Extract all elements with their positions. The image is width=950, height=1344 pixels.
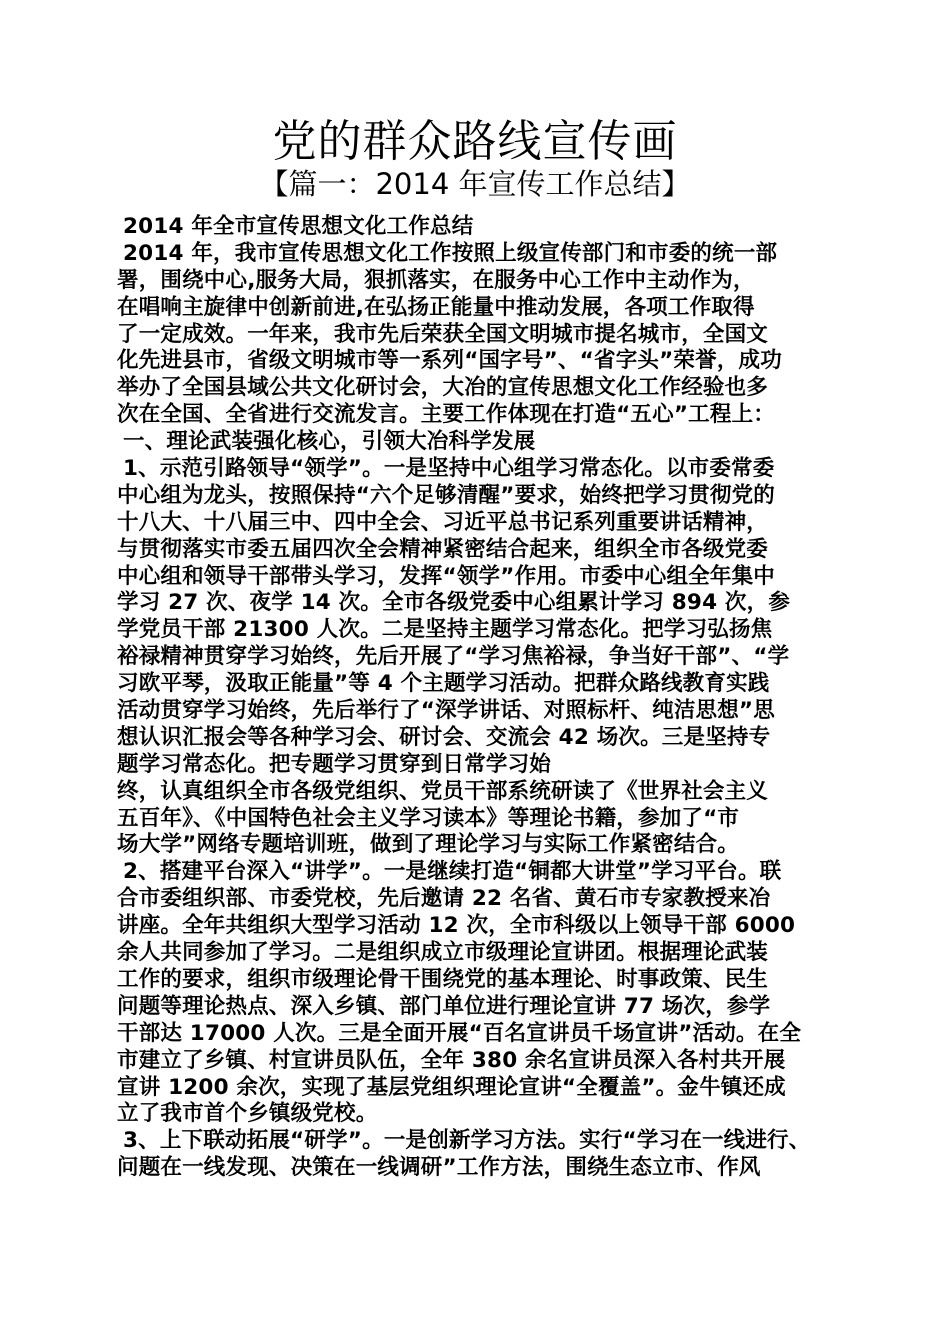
body-line: 活动贯穿学习始终，先后举行了“深学讲话、对照标杆、纯洁思想”思 [117, 698, 775, 724]
body-line: 裕禄精神贯穿学习始终，先后开展了“学习焦裕禄，争当好干部”、“学 [117, 644, 790, 670]
section-heading: 一、理论武装强化核心，引领大冶科学发展 [123, 429, 536, 455]
body-line: 题学习常态化。把专题学习贯穿到日常学习始 [117, 751, 552, 777]
body-line: 了一定成效。一年来，我市先后荣获全国文明城市提名城市，全国文 [117, 321, 769, 347]
body-line: 习欧平琴，汲取正能量”等 4 个主题学习活动。把群众路线教育实践 [117, 671, 770, 697]
document-body [117, 214, 842, 1182]
body-line: 次在全国、全省进行交流发言。主要工作体现在打造“五心”工程上： [117, 402, 775, 428]
body-line: 立了我市首个乡镇级党校。 [117, 1101, 378, 1127]
body-line: 2014 年，我市宣传思想文化工作按照上级宣传部门和市委的统一部 [123, 240, 778, 266]
section-heading: 2014 年全市宣传思想文化工作总结 [123, 214, 474, 239]
body-line: 终，认真组织全市各级党组织、党员干部系统研读了《世界社会主义 [117, 778, 769, 804]
body-line: 学习 27 次、夜学 14 次。全市各级党委中心组累计学习 894 次，参 [117, 590, 791, 616]
body-line: 宣讲 1200 余次，实现了基层党组织理论宣讲“全覆盖”。金牛镇还成 [117, 1074, 786, 1100]
body-line: 场大学”网络专题培训班，做到了理论学习与实际工作紧密结合。 [117, 832, 739, 858]
document-subtitle: 【篇一：2014 年宣传工作总结】 [259, 167, 691, 201]
body-line: 3、上下联动拓展“研学”。一是创新学习方法。实行“学习在一线进行、 [123, 1128, 811, 1154]
body-line: 2、搭建平台深入“讲学”。一是继续打造“铜都大讲堂”学习平台。联 [123, 859, 782, 885]
body-line: 十八大、十八届三中、四中全会、习近平总书记系列重要讲话精神， [117, 509, 769, 535]
body-line: 在唱响主旋律中创新前进,在弘扬正能量中推动发展，各项工作取得 [117, 294, 755, 320]
body-line: 问题在一线发现、决策在一线调研”工作方法，围绕生态立市、作风 [117, 1155, 761, 1181]
body-line: 市建立了乡镇、村宣讲员队伍，全年 380 余名宣讲员深入各村共开展 [117, 1047, 786, 1073]
body-line: 学党员干部 21300 人次。二是坚持主题学习常态化。把学习弘扬焦 [117, 617, 773, 643]
body-line: 干部达 17000 人次。三是全面开展“百名宣讲员千场宣讲”活动。在全 [117, 1020, 802, 1046]
body-line: 1、示范引路领导“领学”。一是坚持中心组学习常态化。以市委常委 [123, 456, 775, 482]
body-line: 五百年》、《中国特色社会主义学习读本》等理论书籍，参加了“市 [117, 805, 740, 831]
body-line: 举办了全国县域公共文化研讨会，大冶的宣传思想文化工作经验也多 [117, 375, 769, 401]
document-title: 党的群众路线宣传画 [272, 116, 678, 167]
body-line: 署，围绕中心,服务大局，狠抓落实，在服务中心工作中主动作为， [117, 267, 755, 293]
body-line: 化先进县市，省级文明城市等一系列“国字号”、“省字头”荣誉，成功 [117, 348, 782, 374]
body-line: 讲座。全年共组织大型学习活动 12 次，全市科级以上领导干部 6000 [117, 913, 796, 939]
body-line: 中心组为龙头，按照保持“六个足够清醒”要求，始终把学习贯彻党的 [117, 482, 775, 508]
body-line: 想认识汇报会等各种学习会、研讨会、交流会 42 场次。三是坚持专 [117, 724, 771, 750]
body-line: 中心组和领导干部带头学习，发挥“领学”作用。市委中心组全年集中 [117, 563, 775, 589]
body-line: 问题等理论热点、深入乡镇、部门单位进行理论宣讲 77 场次，参学 [117, 993, 771, 1019]
body-line: 合市委组织部、市委党校，先后邀请 22 名省、黄石市专家教授来冶 [117, 886, 771, 912]
body-line: 工作的要求，组织市级理论骨干围绕党的基本理论、时事政策、民生 [117, 966, 769, 992]
body-line: 与贯彻落实市委五届四次全会精神紧密结合起来，组织全市各级党委 [117, 536, 769, 562]
body-line: 余人共同参加了学习。二是组织成立市级理论宣讲团。根据理论武装 [117, 940, 769, 966]
